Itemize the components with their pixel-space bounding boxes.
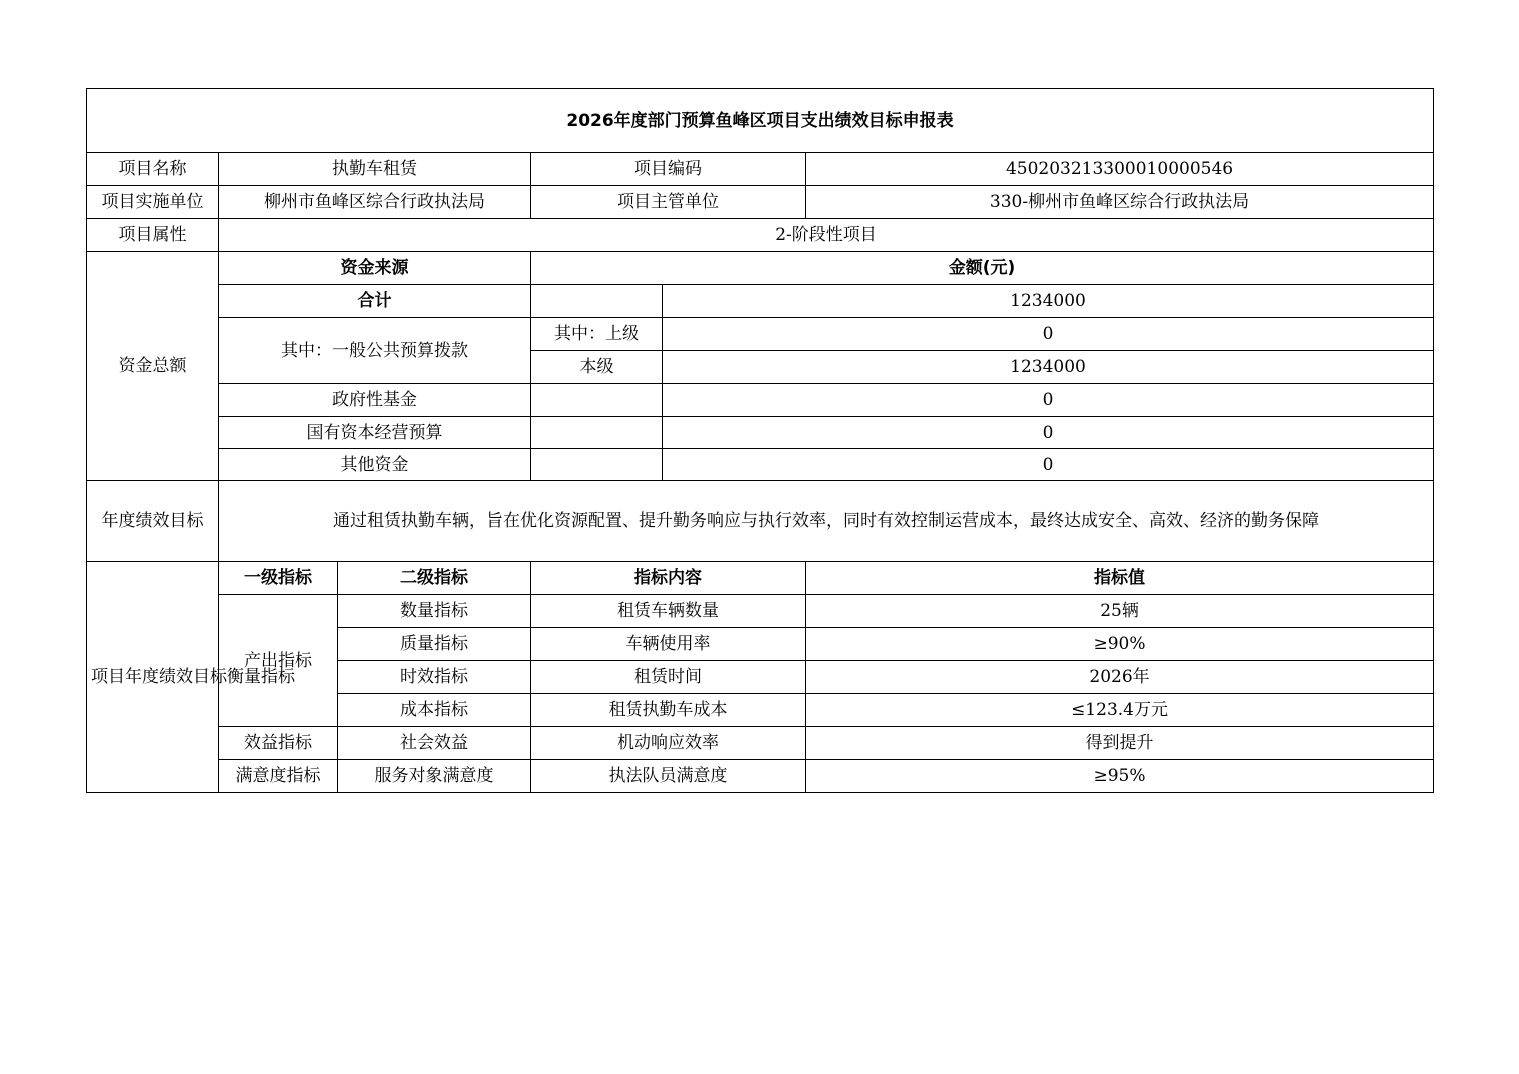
- indicator-content: 租赁执勤车成本: [531, 694, 806, 727]
- output-indicator-label: 产出指标: [219, 595, 338, 727]
- benefit-indicator-label: 效益指标: [219, 727, 338, 760]
- indicator-content: 车辆使用率: [531, 628, 806, 661]
- indicator-level2: 质量指标: [338, 628, 531, 661]
- project-attr-label: 项目属性: [87, 219, 219, 252]
- fund-local-value: 1234000: [663, 351, 1434, 384]
- fund-local-label: 本级: [531, 351, 663, 384]
- project-name-value: 执勤车租赁: [219, 153, 531, 186]
- project-attr-value: 2-阶段性项目: [219, 219, 1434, 252]
- performance-target-form: [86, 88, 1434, 793]
- indicator-level2: 成本指标: [338, 694, 531, 727]
- indicators-section-label: 项目年度绩效目标衡量指标: [87, 562, 219, 793]
- fund-gov-label: 政府性基金: [219, 384, 531, 417]
- annual-goal-text: 通过租赁执勤车辆，旨在优化资源配置、提升勤务响应与执行效率，同时有效控制运营成本，最终达成安全、高效、经济的勤务保障: [219, 481, 1434, 562]
- indicator-value: ≥95%: [806, 760, 1434, 793]
- fund-other-value: 0: [663, 449, 1434, 481]
- annual-goal-label: 年度绩效目标: [87, 481, 219, 562]
- indicator-level2: 社会效益: [338, 727, 531, 760]
- indicator-content: 租赁时间: [531, 661, 806, 694]
- indicator-header-value: 指标值: [806, 562, 1434, 595]
- fund-total-value: 1234000: [663, 285, 1434, 318]
- impl-unit-label: 项目实施单位: [87, 186, 219, 219]
- fund-total-label: 合计: [219, 285, 531, 318]
- fund-source-header: 资金来源: [219, 252, 531, 285]
- indicator-value: 2026年: [806, 661, 1434, 694]
- indicator-level2: 数量指标: [338, 595, 531, 628]
- form-title: 2026年度部门预算鱼峰区项目支出绩效目标申报表: [87, 89, 1434, 153]
- indicator-level2: 时效指标: [338, 661, 531, 694]
- indicator-value: 25辆: [806, 595, 1434, 628]
- indicator-header-level2: 二级指标: [338, 562, 531, 595]
- fund-other-label: 其他资金: [219, 449, 531, 481]
- fund-upper-label: 其中：上级: [531, 318, 663, 351]
- fund-gov-value: 0: [663, 384, 1434, 417]
- project-code-value: 450203213300010000546: [806, 153, 1434, 186]
- indicator-value: ≤123.4万元: [806, 694, 1434, 727]
- indicator-content: 执法队员满意度: [531, 760, 806, 793]
- indicator-value: 得到提升: [806, 727, 1434, 760]
- fund-general-label: 其中：一般公共预算拨款: [219, 318, 531, 384]
- fund-state-capital-value: 0: [663, 417, 1434, 449]
- satisfaction-indicator-label: 满意度指标: [219, 760, 338, 793]
- fund-state-capital-blank: [531, 417, 663, 449]
- fund-gov-blank: [531, 384, 663, 417]
- funds-section-label: 资金总额: [87, 252, 219, 481]
- impl-unit-value: 柳州市鱼峰区综合行政执法局: [219, 186, 531, 219]
- mgmt-unit-value: 330-柳州市鱼峰区综合行政执法局: [806, 186, 1434, 219]
- indicator-header-level1: 一级指标: [219, 562, 338, 595]
- fund-total-blank: [531, 285, 663, 318]
- fund-state-capital-label: 国有资本经营预算: [219, 417, 531, 449]
- mgmt-unit-label: 项目主管单位: [531, 186, 806, 219]
- indicator-content: 机动响应效率: [531, 727, 806, 760]
- indicator-content: 租赁车辆数量: [531, 595, 806, 628]
- project-code-label: 项目编码: [531, 153, 806, 186]
- indicator-header-content: 指标内容: [531, 562, 806, 595]
- indicator-value: ≥90%: [806, 628, 1434, 661]
- indicator-level2: 服务对象满意度: [338, 760, 531, 793]
- fund-upper-value: 0: [663, 318, 1434, 351]
- project-name-label: 项目名称: [87, 153, 219, 186]
- fund-amount-header: 金额(元): [531, 252, 1434, 285]
- fund-other-blank: [531, 449, 663, 481]
